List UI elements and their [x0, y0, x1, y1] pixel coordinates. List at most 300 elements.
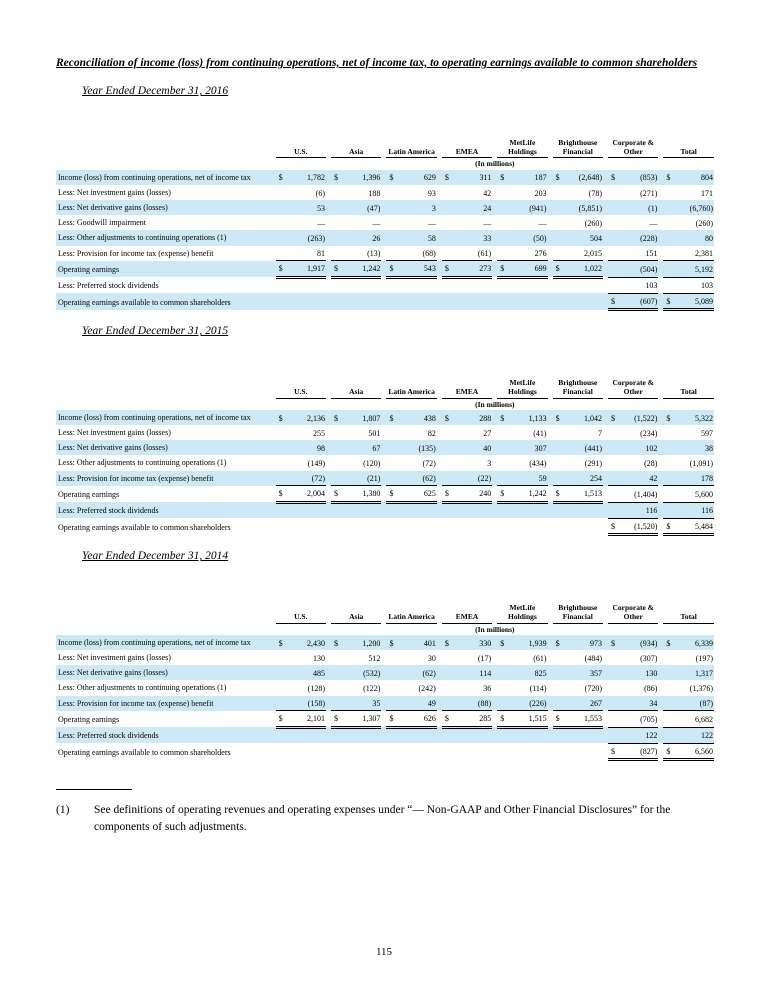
dollar-sign: [331, 727, 343, 743]
value-cell: 5,600: [676, 486, 715, 503]
value-cell: 485: [288, 665, 326, 680]
value-cell: (260): [695, 218, 713, 228]
value-cell: 38: [676, 440, 715, 455]
column-header: Brighthouse Financial: [553, 379, 603, 398]
value-cell: 2,004: [288, 486, 326, 503]
dollar-sign: [497, 680, 509, 695]
value-cell: 67: [343, 440, 381, 455]
dollar-sign: [553, 215, 565, 230]
value-cell: 1,939: [509, 635, 547, 650]
value-cell: (827): [620, 743, 658, 760]
units-row: [56, 398, 714, 410]
dollar-sign: [497, 471, 509, 486]
dollar-sign: [442, 246, 454, 261]
dollar-sign: [663, 185, 675, 200]
dollar-sign: [608, 185, 620, 200]
value-cell: (13): [343, 246, 381, 261]
table-body: [56, 170, 714, 310]
dollar-sign: [608, 230, 620, 245]
value-cell: 307: [509, 440, 547, 455]
value-cell: [288, 518, 326, 535]
dollar-sign: $: [608, 410, 620, 425]
dollar-sign: $: [276, 635, 288, 650]
dollar-sign: $: [331, 486, 343, 503]
dollar-sign: $: [663, 635, 675, 650]
dollar-sign: [442, 215, 454, 230]
reconciliation-table-2016: [56, 139, 714, 311]
dollar-sign: [331, 293, 343, 310]
dollar-sign: [497, 727, 509, 743]
dollar-sign: [276, 425, 288, 440]
table-row: [56, 230, 714, 245]
value-cell: 3: [487, 458, 492, 468]
value-cell: (149): [307, 458, 325, 468]
dollar-sign: [497, 200, 509, 215]
dollar-sign: [442, 471, 454, 486]
value-cell: (120): [363, 458, 381, 468]
value-cell: [399, 518, 437, 535]
dollar-sign: $: [497, 410, 509, 425]
dollar-sign: [331, 230, 343, 245]
value-cell: 311: [454, 170, 492, 185]
dollar-sign: [663, 425, 675, 440]
value-cell: [454, 518, 492, 535]
dollar-sign: [663, 261, 675, 278]
dollar-sign: [663, 680, 675, 695]
row-label-column-spacer: [56, 379, 276, 398]
value-cell: [399, 293, 437, 310]
dollar-sign: $: [276, 486, 288, 503]
value-cell: 501: [368, 428, 381, 438]
dollar-sign: $: [663, 410, 675, 425]
dollar-sign: [608, 650, 620, 665]
dollar-sign: [553, 502, 565, 518]
value-cell: [509, 518, 547, 535]
units-row: [56, 158, 714, 170]
dollar-sign: [663, 246, 675, 261]
value-cell: 2,136: [288, 410, 326, 425]
row-label: Less: Net derivative gains (losses): [56, 665, 276, 680]
value-cell: (122): [363, 683, 381, 693]
table-section-2016: [56, 85, 714, 311]
dollar-sign: $: [663, 518, 675, 535]
value-cell: 512: [368, 653, 381, 663]
dollar-sign: [497, 440, 509, 455]
dollar-sign: [386, 425, 398, 440]
value-cell: 151: [620, 246, 658, 261]
value-cell: [454, 727, 492, 743]
value-cell: (532): [343, 665, 381, 680]
dollar-sign: $: [608, 635, 620, 650]
value-cell: (853): [620, 170, 658, 185]
value-cell: 1,307: [343, 711, 381, 728]
row-label-column-spacer: [56, 604, 276, 623]
value-cell: (41): [533, 428, 547, 438]
value-cell: 24: [454, 200, 492, 215]
value-cell: 6,339: [676, 635, 715, 650]
units-label: (In millions): [475, 624, 515, 634]
dollar-sign: $: [386, 170, 398, 185]
value-cell: (62): [399, 665, 437, 680]
dollar-sign: [608, 261, 620, 278]
column-header: Total: [663, 379, 714, 398]
dollar-sign: $: [553, 170, 565, 185]
dollar-sign: $: [442, 486, 454, 503]
dollar-sign: [497, 455, 509, 470]
dollar-sign: [553, 277, 565, 293]
value-cell: [343, 743, 381, 760]
dollar-sign: $: [608, 743, 620, 760]
value-cell: 626: [399, 711, 437, 728]
dollar-sign: [497, 185, 509, 200]
column-header: Total: [663, 604, 714, 623]
dollar-sign: $: [608, 293, 620, 310]
value-cell: (226): [509, 696, 547, 711]
value-cell: (941): [509, 200, 547, 215]
value-cell: (291): [584, 458, 602, 468]
table-row: [56, 455, 714, 470]
dollar-sign: [276, 518, 288, 535]
dollar-sign: $: [276, 170, 288, 185]
row-label-column-spacer: [56, 623, 276, 635]
dollar-sign: [497, 293, 509, 310]
footnote-marker: (1): [56, 804, 70, 817]
dollar-sign: $: [331, 635, 343, 650]
dollar-sign: $: [442, 170, 454, 185]
value-cell: (68): [399, 246, 437, 261]
dollar-sign: [331, 518, 343, 535]
dollar-sign: [276, 743, 288, 760]
dollar-sign: [497, 743, 509, 760]
value-cell: (1,520): [620, 518, 658, 535]
row-label: Income (loss) from continuing operations, net of income tax: [56, 170, 276, 185]
table-row: [56, 246, 714, 261]
dollar-sign: $: [553, 635, 565, 650]
column-header: Asia: [331, 604, 381, 623]
value-cell: [454, 293, 492, 310]
dollar-sign: [608, 200, 620, 215]
row-label: Operating earnings available to common shareholders: [56, 293, 276, 310]
value-cell: [565, 727, 603, 743]
dollar-sign: [386, 696, 398, 711]
row-label: Less: Other adjustments to continuing operations (1): [56, 230, 276, 245]
value-cell: (271): [640, 188, 658, 198]
column-header: Latin America: [386, 379, 436, 398]
dollar-sign: $: [442, 711, 454, 728]
dollar-sign: [331, 246, 343, 261]
dollar-sign: [608, 680, 620, 695]
value-cell: 255: [313, 428, 325, 438]
dollar-sign: [497, 502, 509, 518]
dollar-sign: [276, 471, 288, 486]
table-header: [56, 139, 714, 170]
column-header: Total: [663, 139, 714, 158]
dollar-sign: [386, 200, 398, 215]
column-header: Brighthouse Financial: [553, 604, 603, 623]
column-header: U.S.: [276, 139, 326, 158]
column-header-row: [56, 139, 714, 158]
dollar-sign: [331, 200, 343, 215]
value-cell: (72): [422, 458, 436, 468]
value-cell: 82: [427, 428, 436, 438]
row-label: Operating earnings: [58, 715, 120, 725]
dollar-sign: [663, 471, 675, 486]
value-cell: [565, 293, 603, 310]
dollar-sign: [553, 680, 565, 695]
value-cell: 36: [483, 683, 492, 693]
value-cell: 1,380: [343, 486, 381, 503]
value-cell: [288, 293, 326, 310]
value-cell: 699: [509, 261, 547, 278]
value-cell: 2,101: [288, 711, 326, 728]
dollar-sign: $: [386, 410, 398, 425]
value-cell: —: [538, 218, 547, 228]
value-cell: 3: [399, 200, 437, 215]
column-header: Asia: [331, 379, 381, 398]
dollar-sign: $: [663, 170, 675, 185]
value-cell: (87): [676, 696, 715, 711]
value-cell: 33: [454, 230, 492, 245]
row-label: Operating earnings available to common shareholders: [58, 747, 231, 757]
dollar-sign: [442, 502, 454, 518]
value-cell: [509, 743, 547, 760]
value-cell: 130: [620, 665, 658, 680]
footnote: [56, 802, 714, 835]
dollar-sign: [497, 696, 509, 711]
dollar-sign: [663, 711, 675, 728]
table-row: [56, 410, 714, 425]
value-cell: [454, 277, 492, 293]
value-cell: 288: [454, 410, 492, 425]
dollar-sign: [663, 727, 675, 743]
dollar-sign: [331, 425, 343, 440]
row-label-column-spacer: [56, 139, 276, 158]
row-label: Less: Net investment gains (losses): [58, 428, 171, 438]
column-header: Brighthouse Financial: [553, 139, 603, 158]
column-header: Asia: [331, 139, 381, 158]
value-cell: (62): [399, 471, 437, 486]
dollar-sign: [553, 650, 565, 665]
dollar-sign: [608, 696, 620, 711]
dollar-sign: [331, 455, 343, 470]
value-cell: 1,513: [565, 486, 603, 503]
dollar-sign: [331, 440, 343, 455]
value-cell: 285: [454, 711, 492, 728]
table-header: [56, 604, 714, 635]
dollar-sign: [442, 440, 454, 455]
dollar-sign: $: [386, 711, 398, 728]
value-cell: [509, 502, 547, 518]
value-cell: 330: [454, 635, 492, 650]
value-cell: [288, 743, 326, 760]
table-header: [56, 379, 714, 410]
dollar-sign: [442, 665, 454, 680]
value-cell: (228): [620, 230, 658, 245]
dollar-sign: [553, 455, 565, 470]
value-cell: 5,192: [676, 261, 715, 278]
value-cell: 5,484: [676, 518, 715, 535]
value-cell: (5,851): [565, 200, 603, 215]
dollar-sign: [442, 230, 454, 245]
dollar-sign: [386, 215, 398, 230]
dollar-sign: [386, 455, 398, 470]
value-cell: [399, 743, 437, 760]
row-label: Less: Net derivative gains (losses): [56, 200, 276, 215]
section-title: Reconciliation of income (loss) from continuing operations, net of income tax, to operating earnings available to common shareholders: [56, 57, 698, 69]
value-cell: [343, 293, 381, 310]
row-label-column-spacer: [56, 398, 276, 410]
row-label: Less: Other adjustments to continuing operations (1): [58, 458, 227, 468]
value-cell: 34: [620, 696, 658, 711]
column-header: MetLife Holdings: [497, 604, 547, 623]
dollar-sign: [331, 215, 343, 230]
dollar-sign: [663, 650, 675, 665]
row-label: Less: Provision for income tax (expense) benefit: [56, 696, 276, 711]
dollar-sign: $: [497, 261, 509, 278]
value-cell: 5,089: [676, 293, 715, 310]
reconciliation-table-2014: [56, 604, 714, 761]
value-cell: [454, 502, 492, 518]
dollar-sign: [386, 293, 398, 310]
dollar-sign: [386, 665, 398, 680]
dollar-sign: [497, 277, 509, 293]
row-label: Less: Other adjustments to continuing operations (1): [58, 683, 227, 693]
table-section-2015: [56, 325, 714, 536]
value-cell: [399, 727, 437, 743]
value-cell: 273: [454, 261, 492, 278]
table-body: [56, 410, 714, 535]
value-cell: (260): [584, 218, 602, 228]
dollar-sign: [663, 665, 675, 680]
dollar-sign: [553, 185, 565, 200]
value-cell: 27: [483, 428, 492, 438]
value-cell: 2,015: [565, 246, 603, 261]
dollar-sign: [663, 200, 675, 215]
value-cell: 116: [620, 502, 658, 518]
row-label: Operating earnings: [56, 261, 276, 278]
dollar-sign: [276, 502, 288, 518]
value-cell: 42: [620, 471, 658, 486]
dollar-sign: $: [386, 261, 398, 278]
table-row: [56, 486, 714, 503]
value-cell: 401: [399, 635, 437, 650]
value-cell: —: [649, 218, 658, 228]
dollar-sign: [331, 680, 343, 695]
value-cell: (504): [620, 261, 658, 278]
value-cell: [509, 277, 547, 293]
dollar-sign: [442, 185, 454, 200]
dollar-sign: [497, 246, 509, 261]
dollar-sign: [442, 696, 454, 711]
value-cell: 267: [565, 696, 603, 711]
table-row: [56, 743, 714, 760]
value-cell: (86): [644, 683, 658, 693]
value-cell: 240: [454, 486, 492, 503]
row-label: Operating earnings available to common shareholders: [58, 522, 231, 532]
table-row: [56, 425, 714, 440]
value-cell: (78): [588, 188, 602, 198]
dollar-sign: [553, 471, 565, 486]
dollar-sign: [442, 518, 454, 535]
dollar-sign: [663, 502, 675, 518]
dollar-sign: [663, 696, 675, 711]
dollar-sign: [276, 727, 288, 743]
units-row: [56, 623, 714, 635]
dollar-sign: [553, 518, 565, 535]
dollar-sign: [386, 680, 398, 695]
dollar-sign: [442, 293, 454, 310]
dollar-sign: [386, 471, 398, 486]
dollar-sign: [553, 230, 565, 245]
column-header: Latin America: [386, 604, 436, 623]
value-cell: 98: [288, 440, 326, 455]
table-row: [56, 665, 714, 680]
dollar-sign: [553, 293, 565, 310]
value-cell: [565, 743, 603, 760]
value-cell: (6): [315, 188, 325, 198]
column-header: Corporate & Other: [608, 379, 658, 398]
dollar-sign: $: [331, 410, 343, 425]
value-cell: 543: [399, 261, 437, 278]
value-cell: 103: [676, 277, 715, 293]
dollar-sign: [608, 486, 620, 503]
row-label: Income (loss) from continuing operations, net of income tax: [56, 635, 276, 650]
dollar-sign: [608, 471, 620, 486]
value-cell: (1): [620, 200, 658, 215]
dollar-sign: [553, 425, 565, 440]
value-cell: (47): [343, 200, 381, 215]
value-cell: 116: [676, 502, 715, 518]
dollar-sign: [553, 246, 565, 261]
value-cell: [343, 277, 381, 293]
value-cell: [565, 518, 603, 535]
value-cell: 30: [427, 653, 436, 663]
value-cell: 2,430: [288, 635, 326, 650]
reconciliation-table-2015: [56, 379, 714, 536]
value-cell: 59: [509, 471, 547, 486]
table-row: [56, 680, 714, 695]
units-label: (In millions): [475, 399, 515, 409]
dollar-sign: [276, 696, 288, 711]
value-cell: 1,133: [509, 410, 547, 425]
dollar-sign: [276, 246, 288, 261]
dollar-sign: [276, 200, 288, 215]
column-header: Latin America: [386, 139, 436, 158]
table-row: [56, 711, 714, 728]
value-cell: 276: [509, 246, 547, 261]
table-body: [56, 635, 714, 760]
value-cell: [399, 277, 437, 293]
dollar-sign: [331, 743, 343, 760]
value-cell: 178: [676, 471, 715, 486]
dollar-sign: [663, 440, 675, 455]
dollar-sign: [497, 665, 509, 680]
row-label: Less: Net investment gains (losses): [58, 653, 171, 663]
dollar-sign: [276, 440, 288, 455]
value-cell: (114): [529, 683, 547, 693]
table-row: [56, 277, 714, 293]
dollar-sign: $: [553, 486, 565, 503]
value-cell: (28): [644, 458, 658, 468]
value-cell: [509, 727, 547, 743]
dollar-sign: [663, 230, 675, 245]
value-cell: 1,317: [676, 665, 715, 680]
value-cell: 1,807: [343, 410, 381, 425]
value-cell: (128): [307, 683, 325, 693]
dollar-sign: [442, 727, 454, 743]
row-label: Less: Goodwill impairment: [58, 218, 146, 228]
value-cell: 1,242: [509, 486, 547, 503]
